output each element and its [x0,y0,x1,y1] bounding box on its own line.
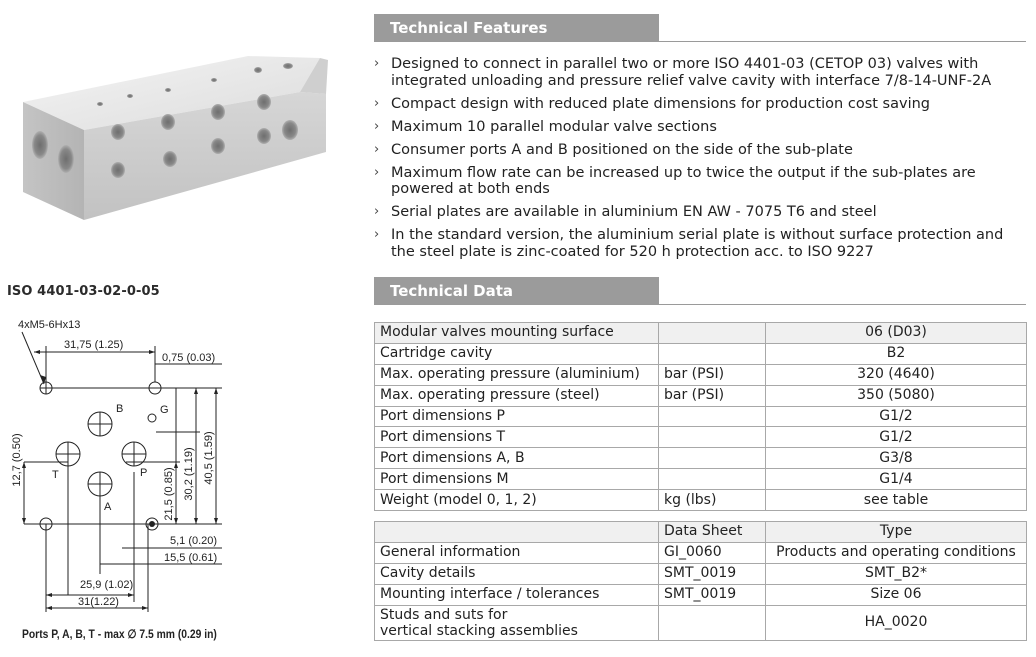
row-type: Products and operating conditions [766,542,1027,563]
table-row [375,364,1027,385]
dim-21-5: 21,5 (0.85) [163,467,175,521]
model-code: ISO 4401-03-02-0-05 [7,284,160,299]
dim-31-75: 31,75 (1.25) [64,339,124,351]
table-row [375,323,1027,344]
row-unit [659,448,766,469]
technical-data-table [374,322,1027,511]
port-p-label: P [140,467,148,479]
row-type: Size 06 [766,584,1027,605]
chevron-right-icon: › [374,95,380,111]
port-b-label: B [116,403,124,415]
row-unit: bar (PSI) [659,364,766,385]
list-item [374,96,1026,113]
row-unit [659,343,766,364]
header-data-sheet: Data Sheet [659,522,766,543]
row-value: G1/2 [766,427,1027,448]
header-type: Type [766,522,1027,543]
table-row [375,448,1027,469]
table-row [375,469,1027,490]
row-unit: bar (PSI) [659,385,766,406]
row-label: Max. operating pressure (aluminium) [375,364,659,385]
table-row [375,542,1027,563]
chevron-right-icon: › [374,141,380,157]
feature-text: Maximum flow rate can be increased up to twice the output if the sub-plates are powered at both ends [391,164,976,197]
table-row [375,385,1027,406]
row-label: Port dimensions M [375,469,659,490]
row-label: Port dimensions T [375,427,659,448]
feature-text: Maximum 10 parallel modular valve sections [391,118,717,135]
chevron-right-icon: › [374,118,380,134]
list-item [374,56,1026,89]
row-label-line-2: vertical stacking assemblies [380,622,578,639]
dim-30-2: 30,2 (1.19) [183,447,195,501]
technical-drawing [0,312,240,657]
row-label: Max. operating pressure (steel) [375,385,659,406]
dim-25-9: 25,9 (1.02) [80,579,134,591]
row-unit: kg (lbs) [659,490,766,511]
list-item [374,165,1026,198]
row-label: Cartridge cavity [375,343,659,364]
row-sheet: GI_0060 [659,542,766,563]
row-value: B2 [766,343,1027,364]
row-value: 06 (D03) [766,323,1027,344]
row-label-line-1: Studs and suts for [380,606,508,623]
port-g-label: G [160,404,169,416]
list-item [374,119,1026,136]
dim-0-75: 0,75 (0.03) [162,352,216,364]
documents-table [374,521,1027,641]
row-sheet: SMT_0019 [659,563,766,584]
chevron-right-icon: › [374,56,380,71]
row-type: HA_0020 [766,605,1027,640]
chevron-right-icon: › [374,204,380,219]
feature-text: Serial plates are available in aluminium EN AW - 7075 T6 and steel [391,204,877,220]
chevron-right-icon: › [374,164,380,180]
row-label [375,605,659,640]
row-label: Modular valves mounting surface [375,323,659,344]
table-row [375,563,1027,584]
feature-text: Consumer ports A and B positioned on the side of the sub-plate [391,141,853,158]
dim-31: 31(1.22) [78,596,119,608]
table-header-row [375,522,1027,543]
port-t-label: T [52,469,59,481]
feature-text: Compact design with reduced plate dimensions for production cost saving [391,95,930,112]
row-value: 320 (4640) [766,364,1027,385]
table-row [375,490,1027,511]
feature-text: Designed to connect in parallel two or more ISO 4401-03 (CETOP 03) valves with integrated unloading and pressure relief valve cavity with interface 7/8-14-UNF-2A [391,56,992,89]
row-unit [659,406,766,427]
row-label: Weight (model 0, 1, 2) [375,490,659,511]
row-unit [659,469,766,490]
technical-data-title: Technical Data [374,277,659,304]
row-unit [659,323,766,344]
row-value: G1/4 [766,469,1027,490]
row-value: G1/2 [766,406,1027,427]
dim-5-1: 5,1 (0.20) [170,535,218,547]
chevron-right-icon: › [374,227,380,242]
row-value: 350 (5080) [766,385,1027,406]
port-a-label: A [104,501,112,513]
technical-data-header [374,277,1026,305]
row-value: G3/8 [766,448,1027,469]
features-header [374,14,1026,42]
row-label: Mounting interface / tolerances [375,584,659,605]
features-title: Technical Features [374,14,659,41]
table-row [375,427,1027,448]
row-unit [659,427,766,448]
table-row [375,406,1027,427]
row-type: SMT_B2* [766,563,1027,584]
dim-12-7: 12,7 (0.50) [11,433,23,487]
list-item [374,142,1026,159]
row-label: Port dimensions P [375,406,659,427]
dim-15-5: 15,5 (0.61) [164,552,218,564]
row-value: see table [766,490,1027,511]
list-item [374,204,1026,221]
row-label: General information [375,542,659,563]
table-row [375,343,1027,364]
product-image [18,52,336,220]
thread-label: 4xM5-6Hx13 [18,319,81,331]
row-sheet: SMT_0019 [659,584,766,605]
header-empty [375,522,659,543]
features-list [374,56,1026,267]
row-label: Cavity details [375,563,659,584]
row-sheet [659,605,766,640]
list-item [374,227,1026,260]
dim-40-5: 40,5 (1.59) [203,431,215,485]
table-row [375,605,1027,640]
row-label: Port dimensions A, B [375,448,659,469]
table-row [375,584,1027,605]
feature-text: In the standard version, the aluminium serial plate is without surface protection and the steel plate is zinc-coated for 520 h protection acc. to ISO 9227 [391,227,1004,260]
ports-note: Ports P, A, B, T - max ∅ 7.5 mm (0.29 in) [22,627,217,641]
